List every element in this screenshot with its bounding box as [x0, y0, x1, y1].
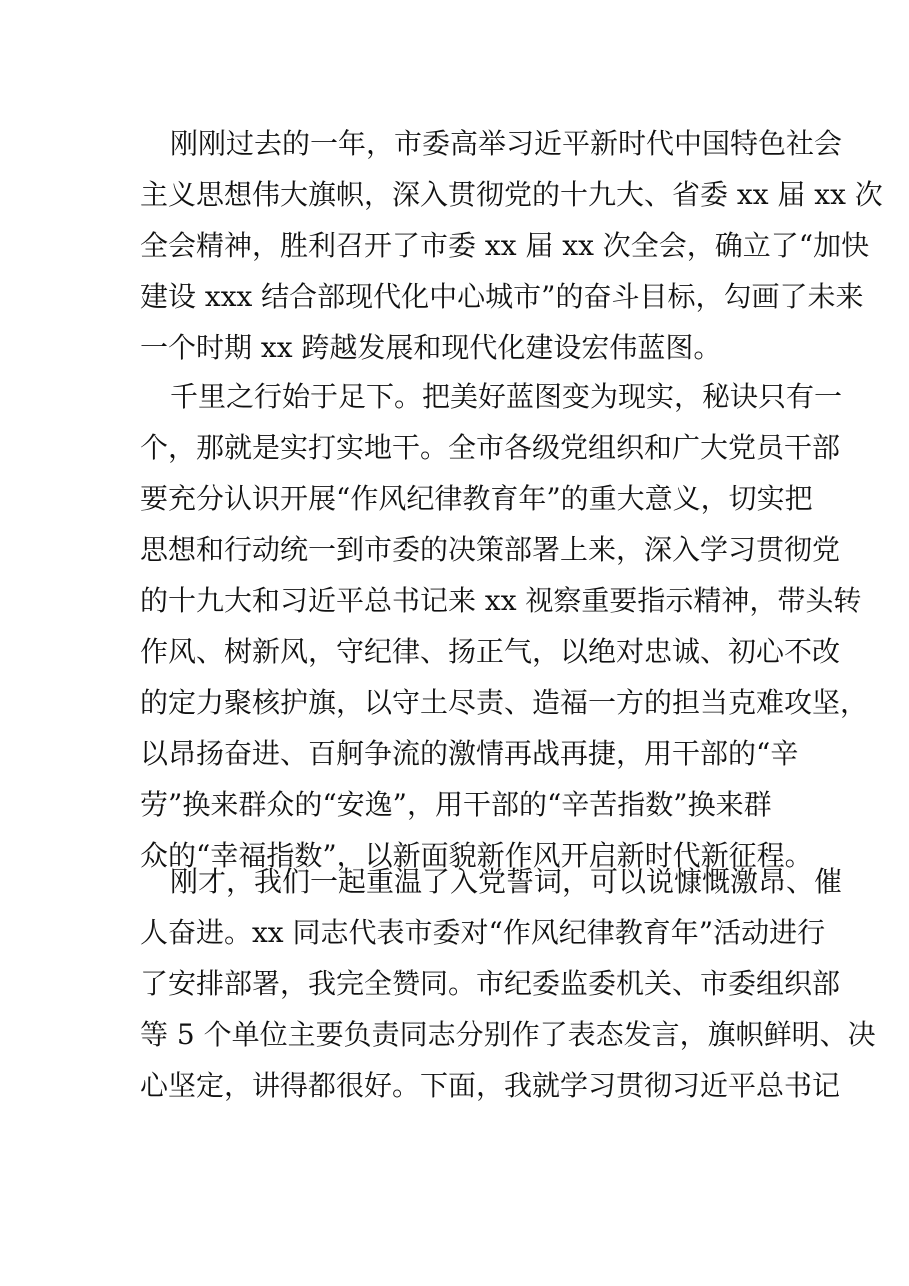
text-line: 建设 xxx 结合部现代化中心城市”的奋斗目标，勾画了未来	[140, 280, 864, 313]
text-line: 劳”换来群众的“安逸”，用干部的“辛苦指数”换来群	[140, 788, 772, 821]
text-line: 一个时期 xx 跨越发展和现代化建设宏伟蓝图。	[140, 331, 722, 364]
text-line: 了安排部署，我完全赞同。市纪委监委机关、市委组织部	[140, 967, 841, 1000]
text-line: 个，那就是实打实地干。全市各级党组织和广大党员干部	[140, 431, 841, 464]
text-line: 等 5 个单位主要负责同志分别作了表态发言，旗帜鲜明、决	[140, 1018, 876, 1051]
text-line: 以昂扬奋进、百舸争流的激情再战再捷，用干部的“辛	[140, 737, 799, 770]
text-line: 刚才，我们一起重温了入党誓词，可以说慷慨激昂、催	[170, 865, 843, 898]
text-line: 的十九大和习近平总书记来 xx 视察重要指示精神，带头转	[140, 584, 862, 617]
text-line: 人奋进。xx 同志代表市委对“作风纪律教育年”活动进行	[140, 916, 826, 949]
paragraph-2	[140, 371, 869, 881]
text-line: 千里之行始于足下。把美好蓝图变为现实，秘诀只有一	[170, 380, 843, 413]
text-line: 众的“幸福指数”，以新面貌新作风开启新时代新征程。	[140, 839, 813, 872]
text-line: 全会精神，胜利召开了市委 xx 届 xx 次全会，确立了“加快	[140, 229, 870, 262]
text-line: 主义思想伟大旗帜，深入贯彻党的十九大、省委 xx 届 xx 次	[140, 178, 883, 211]
text-line: 心坚定，讲得都很好。下面，我就学习贯彻习近平总书记	[140, 1069, 841, 1102]
text-line: 作风、树新风，守纪律、扬正气，以绝对忠诚、初心不改	[140, 635, 841, 668]
paragraph-1	[140, 118, 883, 373]
text-line: 思想和行动统一到市委的决策部署上来，深入学习贯彻党	[140, 533, 841, 566]
paragraph-3	[140, 856, 876, 1111]
text-line: 的定力聚核护旗，以守土尽责、造福一方的担当克难攻坚，	[140, 686, 869, 719]
text-line: 要充分认识开展“作风纪律教育年”的重大意义，切实把	[140, 482, 813, 515]
text-line: 刚刚过去的一年，市委高举习近平新时代中国特色社会	[170, 127, 843, 160]
